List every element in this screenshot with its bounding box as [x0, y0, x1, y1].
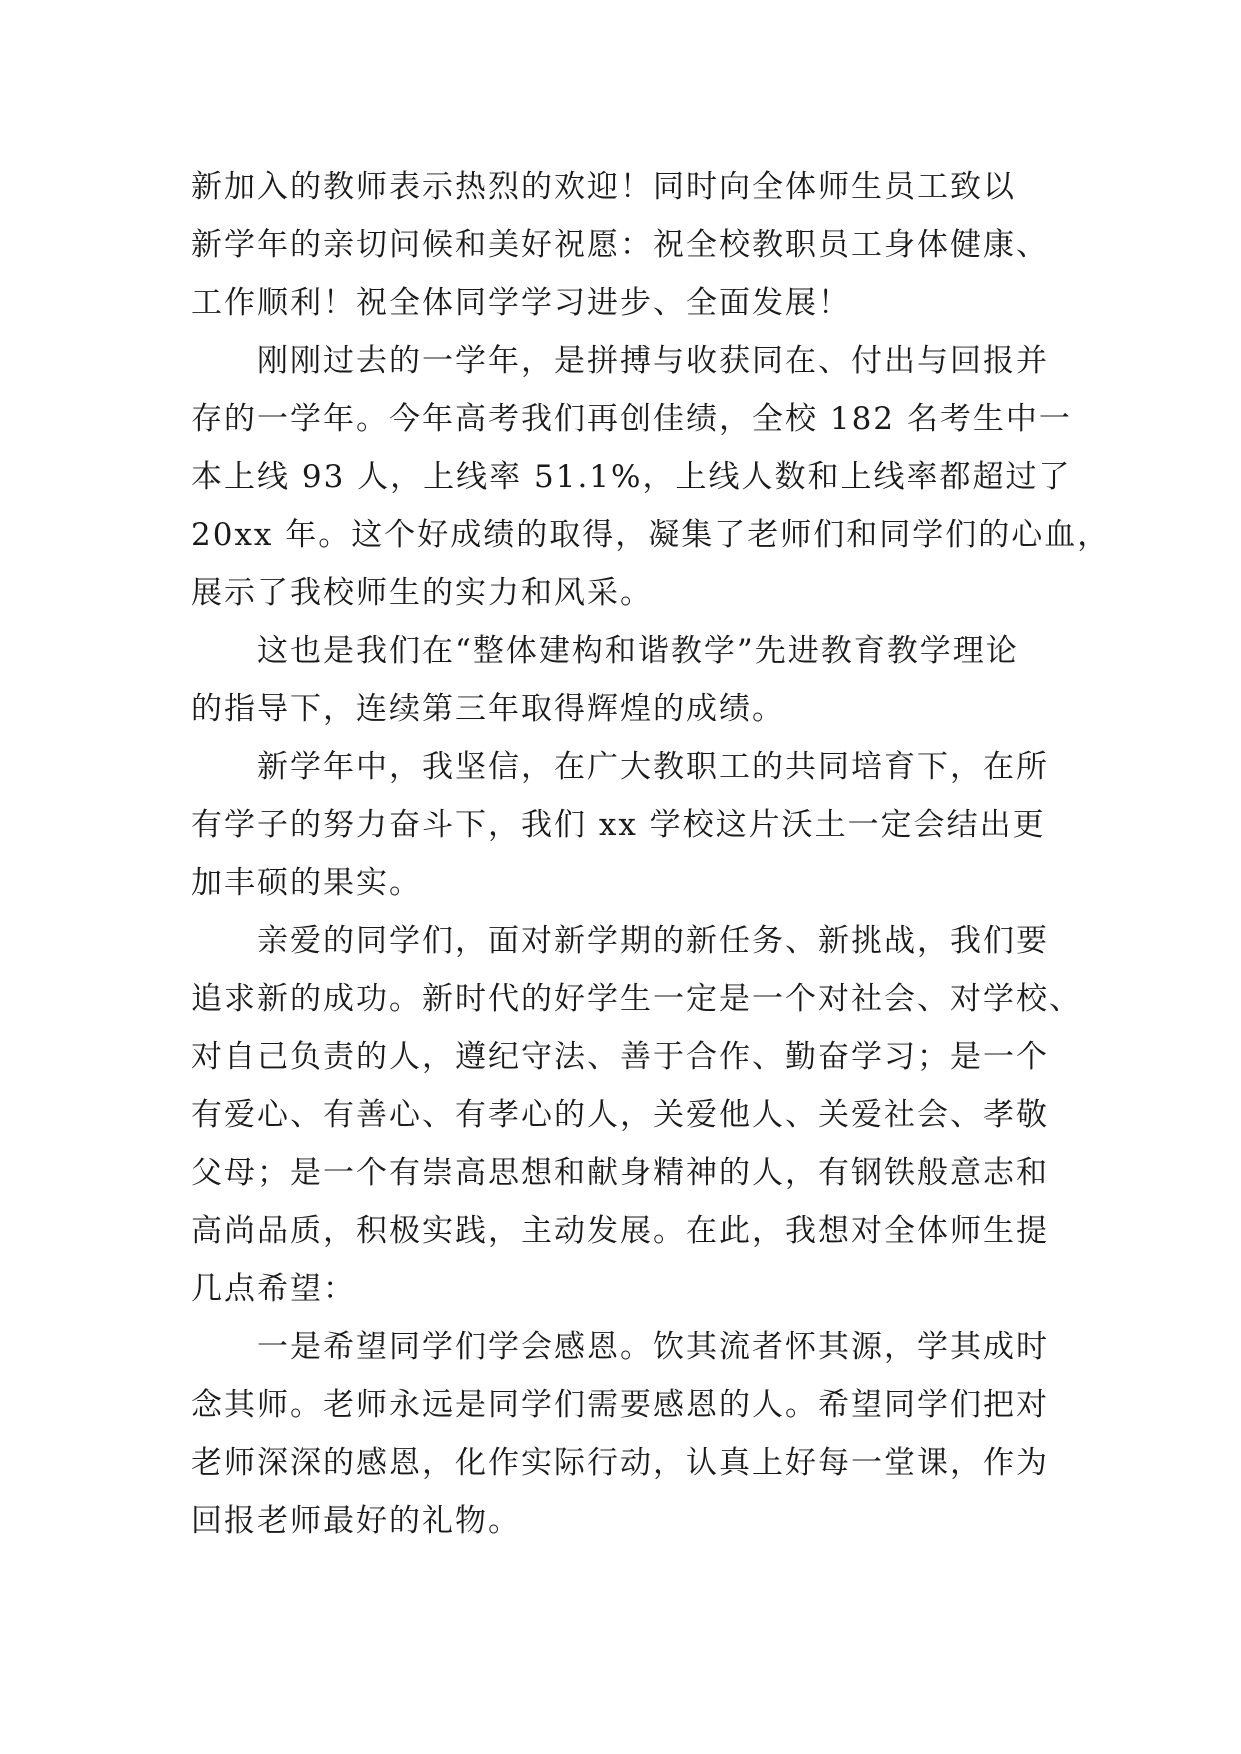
text-line: 老师深深的感恩，化作实际行动，认真上好每一堂课，作为: [191, 1445, 1049, 1481]
text-line: 回报老师最好的礼物。: [191, 1503, 521, 1539]
paragraph-welcome-continued: [191, 158, 1071, 332]
text-line: 20xx 年。这个好成绩的取得，凝集了老师们和同学们的心血，: [191, 517, 1111, 553]
text-line: 对自己负责的人，遵纪守法、善于合作、勤奋学习；是一个: [191, 1039, 1049, 1075]
text-line: 几点希望：: [191, 1271, 356, 1307]
text-line: 刚刚过去的一学年，是拼搏与收获同在、付出与回报并: [257, 343, 1049, 379]
text-line: 念其师。老师永远是同学们需要感恩的人。希望同学们把对: [191, 1387, 1049, 1423]
text-line: 亲爱的同学们，面对新学期的新任务、新挑战，我们要: [257, 923, 1049, 959]
text-line: 展示了我校师生的实力和风采。: [191, 575, 653, 611]
text-line: 一是希望同学们学会感恩。饮其流者怀其源，学其成时: [257, 1329, 1049, 1365]
text-line: 存的一学年。今年高考我们再创佳绩，全校 182 名考生中一: [191, 401, 1072, 437]
text-line: 父母；是一个有崇高思想和献身精神的人，有钢铁般意志和: [191, 1155, 1049, 1191]
text-line: 本上线 93 人，上线率 51.1%，上线人数和上线率都超过了: [191, 459, 1072, 495]
text-line: 追求新的成功。新时代的好学生一定是一个对社会、对学校、: [191, 981, 1082, 1017]
text-line: 新学年的亲切问候和美好祝愿：祝全校教职员工身体健康、: [191, 227, 1049, 263]
text-line: 高尚品质，积极实践，主动发展。在此，我想对全体师生提: [191, 1213, 1049, 1249]
paragraph-new-year: [191, 738, 1071, 912]
text-line: 工作顺利！祝全体同学学习进步、全面发展！: [191, 285, 851, 321]
text-line: 这也是我们在“整体建构和谐教学”先进教育教学理论: [257, 633, 1019, 669]
paragraph-past-year: [191, 332, 1111, 622]
text-line: 有学子的努力奋斗下，我们 xx 学校这片沃土一定会结出更: [191, 807, 1046, 843]
paragraph-teaching-theory: [191, 622, 1071, 738]
paragraph-students: [191, 912, 1082, 1318]
text-line: 加丰硕的果实。: [191, 865, 422, 901]
text-line: 的指导下，连续第三年取得辉煌的成绩。: [191, 691, 785, 727]
text-line: 有爱心、有善心、有孝心的人，关爱他人、关爱社会、孝敬: [191, 1097, 1049, 1133]
paragraph-gratitude: [191, 1318, 1071, 1550]
text-line: 新学年中，我坚信，在广大教职工的共同培育下，在所: [257, 749, 1049, 785]
document-body: [191, 158, 1111, 1550]
text-line: 新加入的教师表示热烈的欢迎！同时向全体师生员工致以: [191, 169, 1016, 205]
